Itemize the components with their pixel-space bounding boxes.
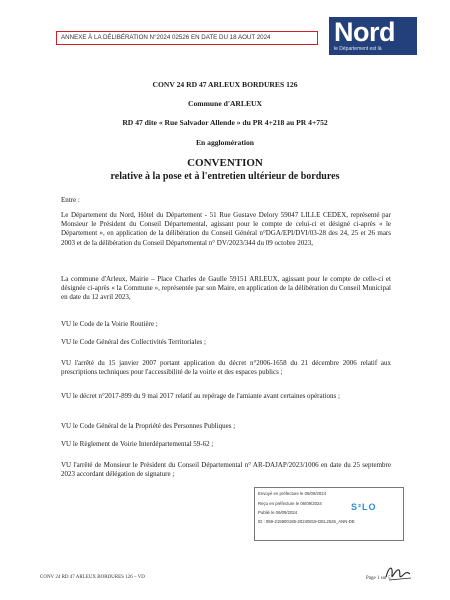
vu-item: VU le Règlement de Voirie Interdépartemental 59-62 ; (61, 440, 214, 448)
party-commune-paragraph: La commune d'Arleux, Mairie – Place Charles de Gaulle 59151 ARLEUX, agissant pour le compte de celle-ci et désignée ci-après « la Commune », représentée par son Maire, en application de la délibération du Conseil Municipal en date du 12 avril 2023, (61, 275, 391, 302)
vu-item: VU l'arrêté du 15 janvier 2007 portant application du décret n°2006-1658 du 21 décembre 2006 relatif aux prescriptions techniques pour l'accessibilité de la voirie et des espaces publics ; (61, 359, 391, 377)
stamp-received: Reçu en préfecture le 06/09/2024 (258, 501, 322, 506)
vu-item: VU le Code de la Voirie Routière ; (61, 320, 158, 328)
party-departement-paragraph: Le Département du Nord, Hôtel du Département - 51 Rue Gustave Delory 59047 LILLE CEDEX, représenté par Monsieur le Président du Conseil Départemental, agissant pour le compte de celui-ci et désigné ci-après « le Département », en application de la délibération du Conseil Général n°DGA/EPI/DVI/03-28 des 24, 25 et 26 mars 2003 et de la délibération du Conseil Départemental n° DV/2023/344 du 09 octobre 2023, (61, 211, 391, 247)
road-title: RD 47 dite « Rue Salvador Allende » du PR 4+218 au PR 4+752 (122, 118, 328, 127)
signature-icon (383, 562, 415, 584)
vu-item: VU le décret n°2017-899 du 9 mai 2017 relatif au repérage de l'amiante avant certaines opérations ; (61, 392, 340, 400)
footer-reference: CONV 24 RD 47 ARLEUX BORDURES 126 – VD (40, 575, 145, 580)
prefecture-stamp (254, 487, 404, 541)
vu-item: VU le Code Général de la Propriété des Personnes Publiques ; (61, 422, 236, 430)
commune-title: Commune d'ARLEUX (187, 99, 263, 108)
vu-item: VU l'arrêté de Monsieur le Président du Conseil Départemental n° AR-DAJAP/2023/1006 en date du 25 septembre 2023 accordant délégation de signature ; (61, 461, 391, 479)
convention-subtitle: relative à la pose et à l'entretien ultérieur de bordures (110, 171, 340, 182)
slo-logo: S²LO (351, 502, 377, 512)
footer-page-number: Page 1 sur 5 (366, 576, 391, 581)
logo-word: Nord (334, 17, 395, 47)
nord-logo (329, 17, 417, 55)
vu-item: VU le Code Général des Collectivités Territoriales ; (61, 338, 206, 346)
stamp-id: ID : 059-215900185-20240819-DEL2526_ANN-DE (258, 519, 355, 524)
stamp-published: Publié le 06/09/2024 (258, 510, 298, 515)
annexe-header-box: ANNEXE À LA DÉLIBÉRATION N°2024 02526 EN DATE DU 18 AOUT 2024 (56, 31, 318, 45)
stamp-sent: Envoyé en préfecture le 06/09/2024 (258, 491, 327, 496)
entre-label: Entre : (61, 196, 80, 204)
convention-reference: CONV 24 RD 47 ARLEUX BORDURES 126 (152, 80, 298, 89)
logo-tagline: le Département est là (334, 46, 382, 52)
convention-title: CONVENTION (187, 157, 263, 169)
agglomeration-title: En agglomération (195, 138, 254, 147)
